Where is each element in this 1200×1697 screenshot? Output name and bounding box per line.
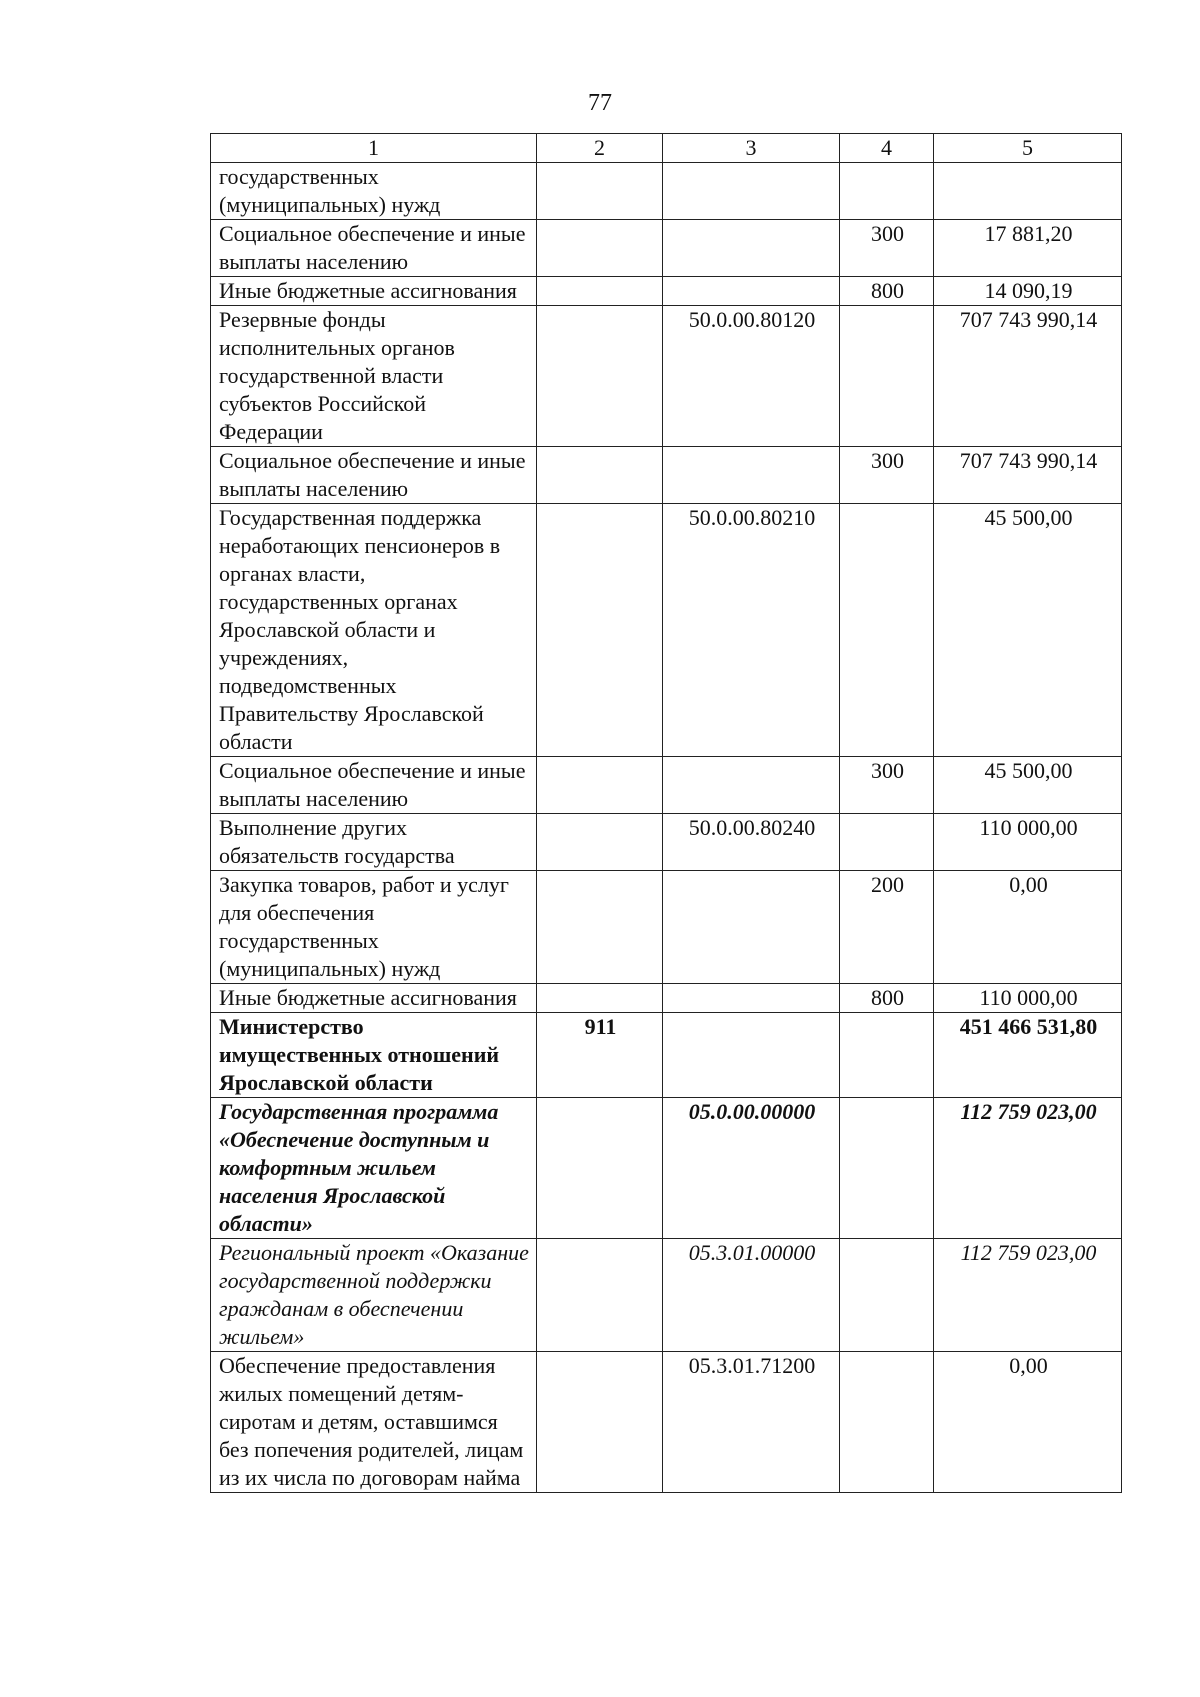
row-name-cell: Государственная программа «Обеспечение доступным и комфортным жильем населения Ярославской области» [211,1098,537,1239]
row-admin-code-cell [537,814,663,871]
page-number: 77 [588,90,612,116]
row-admin-code-cell [537,1239,663,1352]
row-name-cell: Социальное обеспечение и иные выплаты населению [211,757,537,814]
row-target-code-cell [663,277,840,306]
row-amount-cell: 110 000,00 [934,984,1122,1013]
table-row [211,447,1122,504]
row-expense-type-cell: 300 [840,447,934,504]
row-target-code-cell [663,757,840,814]
row-amount-cell: 45 500,00 [934,757,1122,814]
row-admin-code-cell [537,220,663,277]
row-amount-cell: 17 881,20 [934,220,1122,277]
row-admin-code-cell [537,1098,663,1239]
row-admin-code-cell [537,1352,663,1493]
row-amount-cell [934,163,1122,220]
table-row [211,1098,1122,1239]
row-admin-code-cell [537,984,663,1013]
row-amount-cell: 14 090,19 [934,277,1122,306]
row-target-code-cell [663,1013,840,1098]
column-header-5: 5 [934,134,1122,163]
table-row [211,1239,1122,1352]
table-row [211,1352,1122,1493]
table-row [211,984,1122,1013]
row-amount-cell: 45 500,00 [934,504,1122,757]
row-target-code-cell [663,220,840,277]
column-header-1: 1 [211,134,537,163]
row-name-cell: Выполнение других обязательств государства [211,814,537,871]
table-row [211,277,1122,306]
row-target-code-cell [663,871,840,984]
row-name-cell: Министерство имущественных отношений Ярославской области [211,1013,537,1098]
row-amount-cell: 112 759 023,00 [934,1239,1122,1352]
row-target-code-cell: 05.3.01.00000 [663,1239,840,1352]
table-row [211,163,1122,220]
row-admin-code-cell [537,447,663,504]
row-target-code-cell [663,984,840,1013]
row-expense-type-cell: 800 [840,277,934,306]
row-admin-code-cell: 911 [537,1013,663,1098]
row-target-code-cell [663,163,840,220]
row-expense-type-cell [840,1098,934,1239]
row-amount-cell: 707 743 990,14 [934,447,1122,504]
row-expense-type-cell: 300 [840,220,934,277]
row-amount-cell: 0,00 [934,1352,1122,1493]
table-row [211,1013,1122,1098]
row-expense-type-cell [840,814,934,871]
table-header-row [211,134,1122,163]
row-expense-type-cell [840,1239,934,1352]
row-amount-cell: 707 743 990,14 [934,306,1122,447]
row-admin-code-cell [537,277,663,306]
row-expense-type-cell: 300 [840,757,934,814]
row-target-code-cell: 50.0.00.80210 [663,504,840,757]
row-name-cell: Иные бюджетные ассигнования [211,277,537,306]
column-header-3: 3 [663,134,840,163]
row-expense-type-cell: 800 [840,984,934,1013]
table-row [211,220,1122,277]
row-admin-code-cell [537,163,663,220]
row-name-cell: Социальное обеспечение и иные выплаты населению [211,220,537,277]
row-target-code-cell [663,447,840,504]
row-admin-code-cell [537,757,663,814]
column-header-2: 2 [537,134,663,163]
column-header-4: 4 [840,134,934,163]
row-name-cell: Обеспечение предоставления жилых помещений детям-сиротам и детям, оставшимся без попечения родителей, лицам из их числа по договорам найма [211,1352,537,1493]
row-name-cell: Государственная поддержка неработающих пенсионеров в органах власти, государственных органах Ярославской области и учреждениях, подведомственных Правительству Ярославской области [211,504,537,757]
row-expense-type-cell [840,1013,934,1098]
table-row [211,757,1122,814]
row-name-cell: Резервные фонды исполнительных органов государственной власти субъектов Российской Федерации [211,306,537,447]
row-expense-type-cell [840,504,934,757]
row-name-cell: Закупка товаров, работ и услуг для обеспечения государственных (муниципальных) нужд [211,871,537,984]
row-expense-type-cell [840,1352,934,1493]
row-admin-code-cell [537,504,663,757]
row-expense-type-cell [840,306,934,447]
table-row [211,871,1122,984]
row-name-cell: Социальное обеспечение и иные выплаты населению [211,447,537,504]
row-amount-cell: 110 000,00 [934,814,1122,871]
row-expense-type-cell [840,163,934,220]
row-admin-code-cell [537,871,663,984]
row-target-code-cell: 05.0.00.00000 [663,1098,840,1239]
row-expense-type-cell: 200 [840,871,934,984]
row-amount-cell: 112 759 023,00 [934,1098,1122,1239]
row-target-code-cell: 50.0.00.80240 [663,814,840,871]
table-row [211,504,1122,757]
row-amount-cell: 0,00 [934,871,1122,984]
row-target-code-cell: 05.3.01.71200 [663,1352,840,1493]
budget-table [210,133,1122,1493]
row-name-cell: Региональный проект «Оказание государственной поддержки гражданам в обеспечении жильем» [211,1239,537,1352]
row-name-cell: государственных (муниципальных) нужд [211,163,537,220]
row-target-code-cell: 50.0.00.80120 [663,306,840,447]
row-name-cell: Иные бюджетные ассигнования [211,984,537,1013]
table-row [211,814,1122,871]
table-row [211,306,1122,447]
row-admin-code-cell [537,306,663,447]
row-amount-cell: 451 466 531,80 [934,1013,1122,1098]
